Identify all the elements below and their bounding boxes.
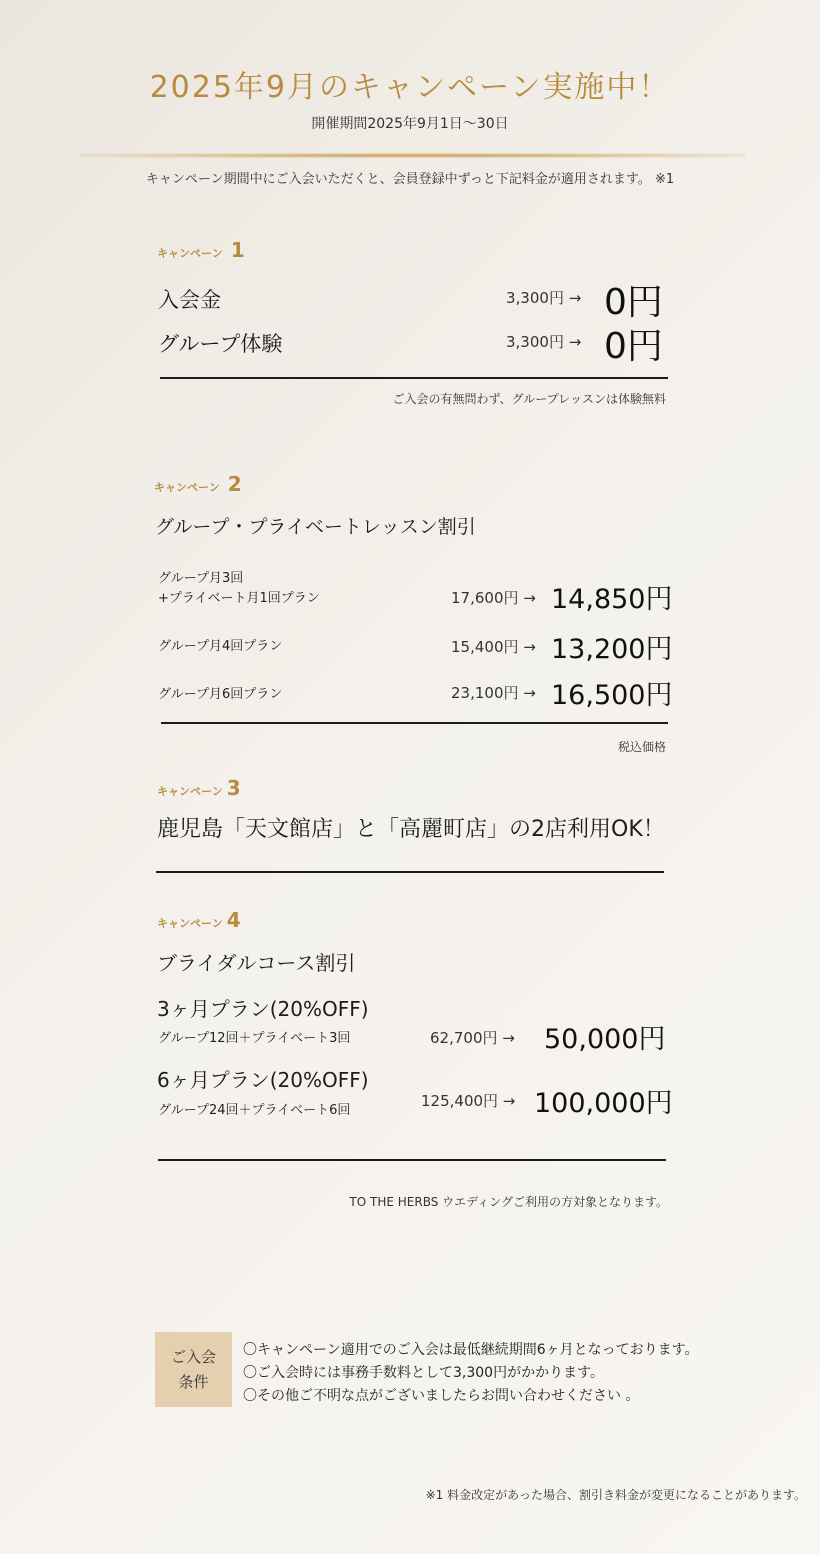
plan-3-old-price: 23,100円 → <box>451 684 536 702</box>
bridal-plan-2-title: 6ヶ月プラン(20%OFF) <box>157 1068 369 1092</box>
bridal-note: TO THE HERBS ウエディングご利用の方対象となります。 <box>349 1195 668 1209</box>
divider <box>160 377 668 379</box>
footnote: ※1 料金改定があった場合、割引き料金が変更になることがあります。 <box>425 1488 806 1502</box>
campaign-4-title: ブライダルコース割引 <box>157 951 356 975</box>
divider <box>158 1159 666 1161</box>
plan-1-old-price: 17,600円 → <box>451 589 536 607</box>
row-enrollment-fee-new: 0円 <box>604 282 663 323</box>
plan-2-name: グループ月4回プラン <box>158 639 283 654</box>
condition-item: 〇その他ご不明な点がございましたらお問い合わせください 。 <box>243 1388 640 1404</box>
campaign-label: キャンペーン <box>157 917 223 930</box>
bridal-plan-1-old-price: 62,700円 → <box>430 1029 515 1047</box>
bridal-plan-1-title: 3ヶ月プラン(20%OFF) <box>157 997 369 1021</box>
plan-2-new-price: 13,200円 <box>551 634 673 665</box>
bridal-plan-1-detail: グループ12回＋プライベート3回 <box>158 1031 351 1046</box>
campaign-period: 開催期間2025年9月1日〜30日 <box>311 116 509 132</box>
row-enrollment-fee-old: 3,300円 → <box>506 289 582 307</box>
bridal-plan-1-new-price: 50,000円 <box>544 1024 666 1055</box>
plan-1-new-price: 14,850円 <box>551 584 673 615</box>
divider <box>161 722 668 724</box>
campaign-label: キャンペーン <box>157 785 223 798</box>
campaign-label: キャンペーン <box>154 481 220 494</box>
campaign-1-heading <box>157 238 245 262</box>
campaign-label: キャンペーン <box>157 247 223 260</box>
campaign-number: 4 <box>226 908 241 932</box>
row-enrollment-fee-name: 入会金 <box>158 288 221 312</box>
plan-3-name: グループ月6回プラン <box>158 687 283 702</box>
conditions-label-line1: ご入会 <box>170 1347 216 1366</box>
plan-3-new-price: 16,500円 <box>551 680 673 711</box>
campaign-number: 2 <box>227 472 242 496</box>
plan-2-old-price: 15,400円 → <box>451 638 536 656</box>
condition-item: 〇キャンペーン適用でのご入会は最低継続期間6ヶ月となっております。 <box>243 1342 699 1358</box>
gold-divider <box>80 153 745 158</box>
conditions-label-line2: 条件 <box>178 1372 209 1391</box>
tax-included-note: 税込価格 <box>617 740 666 754</box>
conditions-list <box>243 1339 699 1408</box>
campaign-4-heading <box>157 908 241 932</box>
row-group-trial-name: グループ体験 <box>158 332 283 356</box>
bridal-plan-2-detail: グループ24回＋プライベート6回 <box>158 1103 351 1118</box>
campaign-3-title: 鹿児島「天文館店」と「高麗町店」の2店利用OK！ <box>157 817 665 842</box>
intro-text: キャンペーン期間中にご入会いただくと、会員登録中ずっと下記料金が適用されます。 ※1 <box>145 172 675 187</box>
plan-1-name-line1: グループ月3回 <box>158 571 244 586</box>
campaign-2-heading <box>154 472 242 496</box>
campaign-number: 1 <box>230 238 245 262</box>
plan-1-name-line2: +プライベート月1回プラン <box>158 591 320 606</box>
divider <box>156 871 664 873</box>
campaign-2-title: グループ・プライベートレッスン割引 <box>155 516 476 538</box>
conditions-label-box <box>155 1332 232 1407</box>
campaign-1-note: ご入会の有無問わず、グループレッスンは体験無料 <box>392 392 666 406</box>
condition-item: 〇ご入会時には事務手数料として3,300円がかかります。 <box>243 1365 604 1381</box>
bridal-plan-2-new-price: 100,000円 <box>534 1088 673 1119</box>
row-group-trial-old: 3,300円 → <box>506 333 582 351</box>
bridal-plan-2-old-price: 125,400円 → <box>421 1092 516 1110</box>
campaign-number: 3 <box>226 776 241 800</box>
campaign-3-heading <box>157 776 241 800</box>
row-group-trial-new: 0円 <box>604 326 663 367</box>
page-title: 2025年9月のキャンペーン実施中！ <box>149 70 671 105</box>
